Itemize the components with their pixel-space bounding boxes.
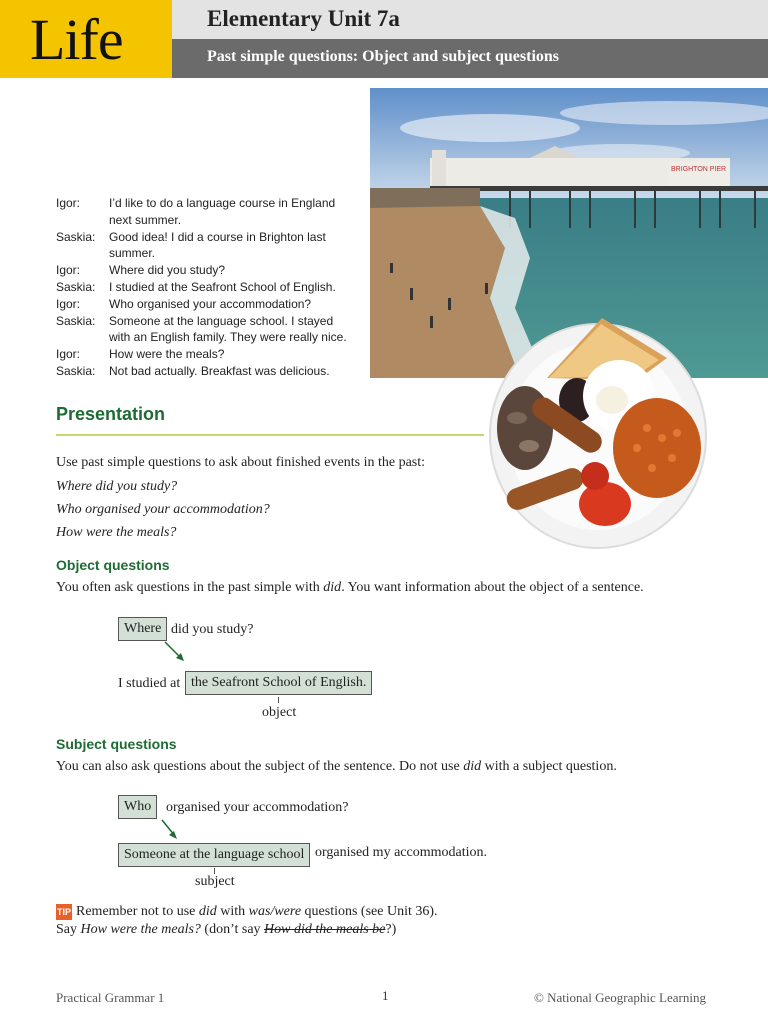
dialogue-text-line: Not bad actually. Breakfast was delicious. bbox=[109, 363, 330, 378]
dialogue-text bbox=[109, 313, 349, 347]
dialogue-speaker: Igor: bbox=[56, 263, 81, 278]
dialogue-speaker: Igor: bbox=[56, 296, 81, 311]
tip-l2-c: ?) bbox=[385, 922, 397, 937]
dialogue-text bbox=[109, 363, 349, 380]
subject-answer-rest: organised my accommodation. bbox=[315, 845, 487, 860]
tip-l1-a: Remember not to use bbox=[76, 904, 199, 919]
dialogue-text-line: summer. bbox=[109, 246, 156, 261]
subject-questions-heading: Subject questions bbox=[56, 736, 177, 752]
dialogue-text-line: next summer. bbox=[109, 212, 182, 227]
dialogue-text-line: Someone at the language school. I stayed bbox=[109, 313, 334, 328]
dialogue-text bbox=[109, 296, 349, 313]
footer-right: © National Geographic Learning bbox=[534, 990, 706, 1005]
subject-question-box: Who bbox=[118, 795, 157, 819]
dialogue-text bbox=[109, 346, 349, 363]
presentation-divider bbox=[56, 434, 484, 436]
tip-l2-b: (don’t say bbox=[200, 922, 265, 937]
subject-arrow bbox=[158, 819, 188, 843]
tip-l1-c: questions (see Unit 36). bbox=[301, 904, 438, 919]
tip-l2-ok: How were the meals? bbox=[80, 922, 201, 937]
object-question-box: Where bbox=[118, 617, 167, 641]
dialogue-line bbox=[56, 313, 349, 347]
dialogue-text bbox=[109, 195, 349, 229]
object-label: object bbox=[262, 705, 297, 720]
page-number: 1 bbox=[382, 988, 389, 1003]
object-answer-start: I studied at bbox=[118, 676, 181, 691]
example-1: Where did you study? bbox=[56, 479, 178, 494]
dialogue-text-line: with an English family. They were really nice. bbox=[109, 330, 347, 345]
page-title: Elementary Unit 7a bbox=[207, 6, 400, 31]
dialogue-line bbox=[56, 346, 349, 363]
subject-answer-box: Someone at the language school bbox=[118, 843, 310, 867]
tip-line-2 bbox=[56, 922, 396, 938]
tip-l2-bad: How did the meals be bbox=[264, 922, 386, 937]
dialogue-speaker: Saskia: bbox=[56, 313, 96, 328]
dialogue-line bbox=[56, 262, 349, 279]
dialogue-text-line: Who organised your accommodation? bbox=[109, 296, 312, 311]
presentation-heading: Presentation bbox=[56, 404, 166, 424]
dialogue-speaker: Igor: bbox=[56, 347, 81, 362]
dialogue-line bbox=[56, 363, 349, 380]
logo-text: Life bbox=[30, 7, 123, 72]
dialogue-line bbox=[56, 279, 349, 296]
breakfast-plate-photo bbox=[487, 318, 709, 550]
dialogue-text bbox=[109, 262, 349, 279]
footer-left: Practical Grammar 1 bbox=[56, 990, 165, 1005]
page-subtitle: Past simple questions: Object and subject questions bbox=[207, 48, 560, 65]
dialogue-speaker: Saskia: bbox=[56, 279, 96, 294]
subject-question-rest: organised your accommodation? bbox=[166, 800, 349, 815]
dialogue-text-line: I studied at the Seafront School of English. bbox=[109, 279, 336, 294]
subject-questions-text bbox=[56, 759, 617, 775]
dialogue-text bbox=[109, 229, 349, 263]
dialogue-speaker: Igor: bbox=[56, 196, 81, 210]
tip-l1-b: with bbox=[216, 904, 249, 919]
subject-label: subject bbox=[195, 874, 235, 889]
object-text-did: did bbox=[323, 580, 342, 595]
dialogue-text-line: Where did you study? bbox=[109, 263, 226, 278]
subject-text-did: did bbox=[463, 759, 482, 774]
subject-text-after: with a subject question. bbox=[481, 759, 617, 774]
dialogue bbox=[56, 195, 349, 380]
dialogue-line bbox=[56, 229, 349, 263]
object-answer-box: the Seafront School of English. bbox=[185, 671, 372, 695]
tip-l1-waswere: was/were bbox=[248, 904, 302, 919]
object-questions-heading: Object questions bbox=[56, 557, 170, 573]
object-arrow bbox=[160, 641, 190, 665]
dialogue-text-line: I’d like to do a language course in England bbox=[109, 196, 336, 210]
dialogue-text-line: How were the meals? bbox=[109, 347, 225, 362]
dialogue-text bbox=[109, 279, 349, 296]
subject-text-before: You can also ask questions about the subject of the sentence. Do not use bbox=[56, 759, 464, 774]
dialogue-text-line: Good idea! I did a course in Brighton last bbox=[109, 229, 326, 244]
dialogue-speaker: Saskia: bbox=[56, 229, 96, 244]
example-2: Who organised your accommodation? bbox=[56, 502, 270, 517]
dialogue-line bbox=[56, 296, 349, 313]
object-tick bbox=[278, 697, 279, 703]
tip-l1-did: did bbox=[198, 904, 217, 919]
dialogue-line bbox=[56, 195, 349, 229]
dialogue-speaker: Saskia: bbox=[56, 363, 96, 378]
object-questions-text bbox=[56, 580, 644, 596]
object-text-before: You often ask questions in the past simple with bbox=[56, 580, 324, 595]
pier-sign: BRIGHTON PIER bbox=[671, 166, 727, 173]
object-text-after: . You want information about the object of a sentence. bbox=[341, 580, 644, 595]
presentation-intro: Use past simple questions to ask about finished events in the past: bbox=[56, 455, 426, 470]
tip-badge: TIP bbox=[56, 904, 72, 920]
tip-line-1 bbox=[76, 904, 438, 920]
example-3: How were the meals? bbox=[56, 525, 177, 540]
object-question-rest: did you study? bbox=[171, 622, 254, 637]
tip-l2-a: Say bbox=[56, 922, 81, 937]
